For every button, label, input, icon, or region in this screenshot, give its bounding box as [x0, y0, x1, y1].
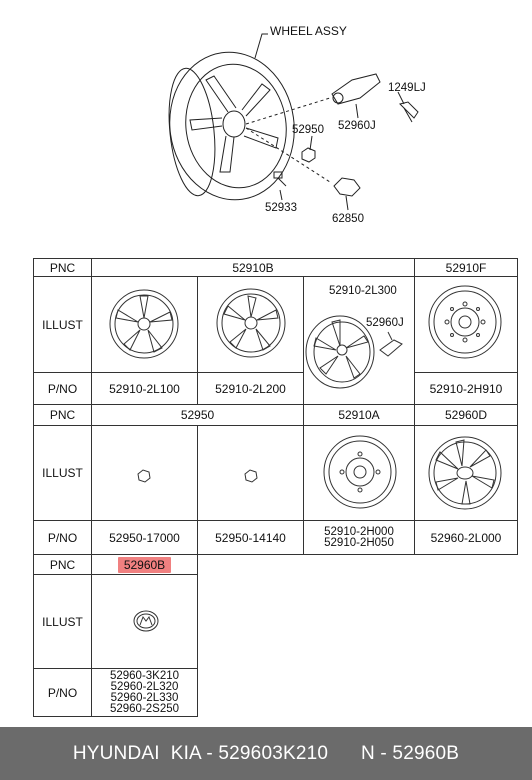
- overlay-tag-52960j: 52960J: [366, 317, 404, 329]
- row-label-pno-1: P/NO: [33, 372, 92, 405]
- pno-52950-14140: 52950-14140: [197, 520, 304, 555]
- center-cap-icon: [134, 611, 158, 631]
- pno-52910-2l100: 52910-2L100: [91, 372, 198, 405]
- pnc-52910f: 52910F: [414, 258, 518, 277]
- row-label-pno-3: P/NO: [33, 668, 92, 717]
- pnc-52960b: 52960B: [118, 557, 171, 573]
- pno-52960-2l320: 52960-2L320: [110, 680, 179, 693]
- pnc-52910b: 52910B: [91, 258, 415, 277]
- callout-52933: 52933: [265, 202, 297, 214]
- callout-52960j: 52960J: [338, 120, 376, 132]
- pno-52910-2h000: 52910-2H000: [324, 525, 394, 538]
- row-label-illust-2: ILLUST: [33, 425, 92, 521]
- row-label-pnc-1: PNC: [33, 258, 92, 277]
- pno-52960-2l330: 52960-2L330: [110, 691, 179, 704]
- wheel-cover-icon: [429, 437, 501, 509]
- callout-1249lj: 1249LJ: [388, 82, 426, 94]
- callout-52950: 52950: [292, 124, 324, 136]
- wheel-with-cap-icon: [306, 316, 402, 388]
- steel-wheel-a-icon: [324, 436, 396, 508]
- multi-spoke-wheel-icon: [217, 289, 285, 357]
- alloy-wheel-icon: [110, 290, 178, 358]
- assembly-title: WHEEL ASSY: [270, 24, 347, 38]
- lug-nut-icon: [138, 470, 150, 482]
- pno-52960-2s250: 52960-2S250: [109, 702, 180, 715]
- row-label-illust-3: ILLUST: [33, 574, 92, 669]
- pnc-52960d: 52960D: [414, 404, 518, 426]
- overlay-pno-52910-2l300: 52910-2L300: [329, 285, 397, 297]
- callout-62850: 62850: [332, 213, 364, 225]
- footer-text: HYUNDAI KIA - 529603K210 N - 52960B: [72, 742, 460, 764]
- row-label-illust-1: ILLUST: [33, 276, 92, 373]
- row-label-pnc-2: PNC: [33, 404, 92, 426]
- pnc-52950: 52950: [91, 404, 304, 426]
- row-label-pno-2: P/NO: [33, 520, 92, 555]
- row-label-pnc-3: PNC: [33, 554, 92, 575]
- pno-52960-2l000: 52960-2L000: [414, 520, 518, 555]
- pno-52950-17000: 52950-17000: [91, 520, 198, 555]
- steel-wheel-icon: [429, 286, 501, 358]
- pno-52910-2h910: 52910-2H910: [414, 372, 518, 405]
- pnc-52910a: 52910A: [303, 404, 415, 426]
- pno-52960-3k210: 52960-3K210: [109, 669, 180, 682]
- lug-nut-icon-2: [245, 470, 257, 482]
- pno-52910-2l200: 52910-2L200: [197, 372, 304, 405]
- pno-52910-2h050: 52910-2H050: [324, 536, 394, 549]
- footer-bar: [0, 727, 532, 780]
